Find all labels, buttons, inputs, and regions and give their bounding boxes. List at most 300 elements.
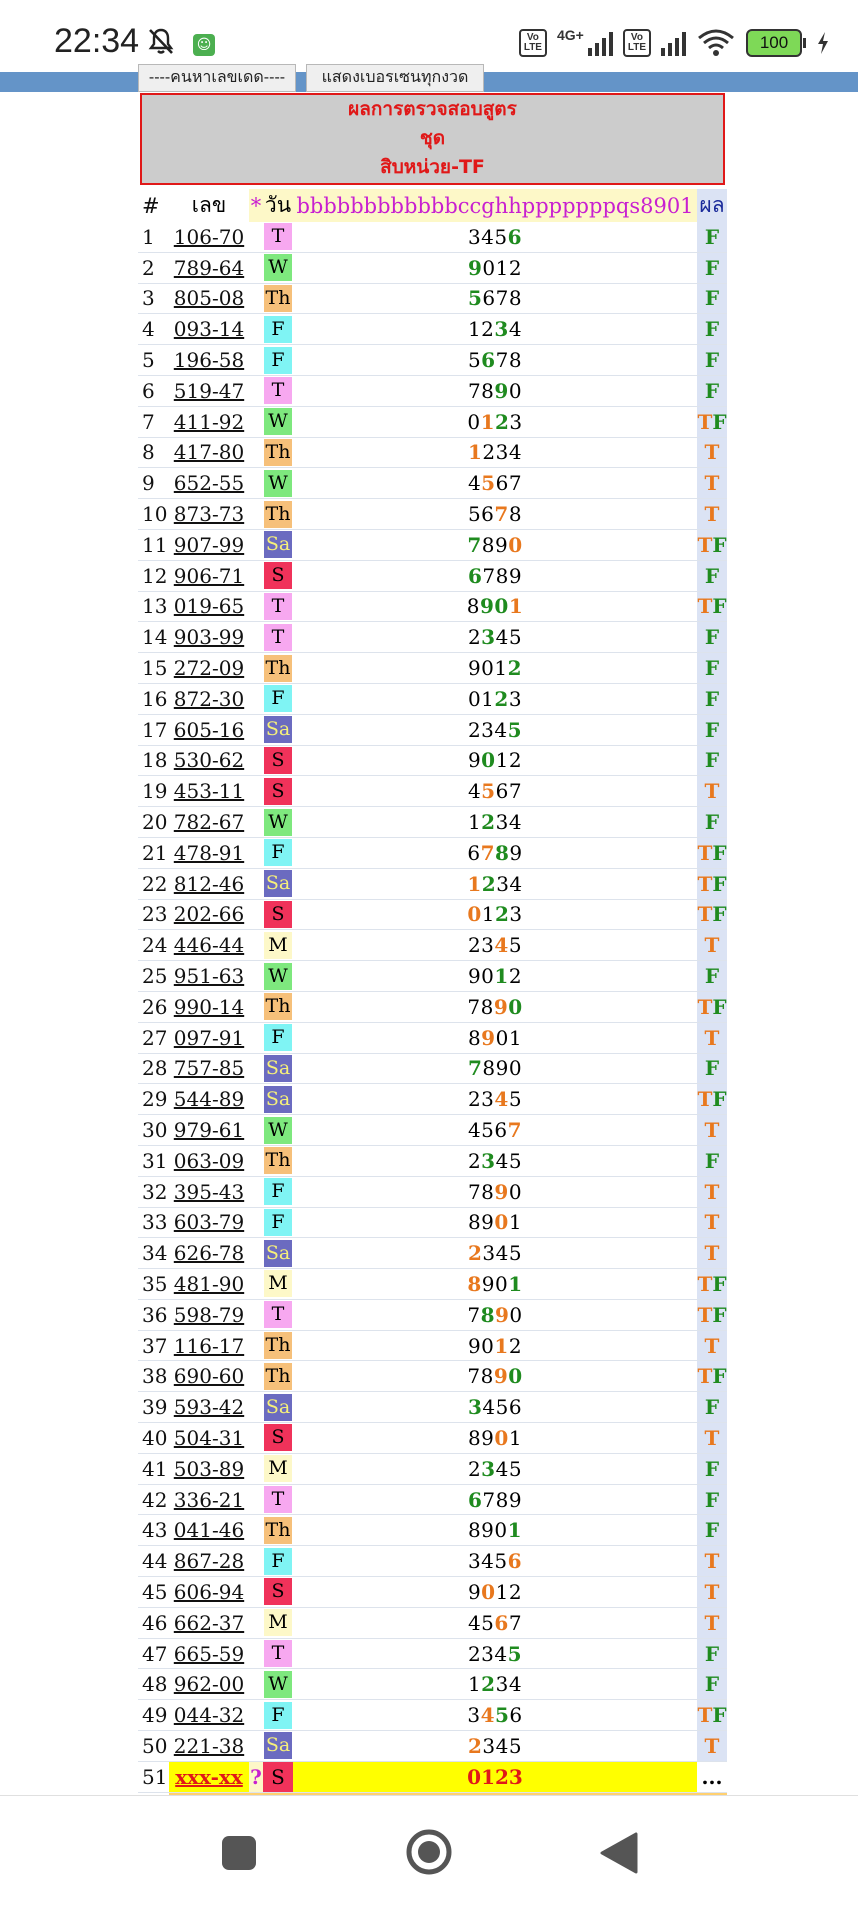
number-link[interactable]: 453-11 [173, 779, 245, 804]
row-index: 15 [138, 653, 169, 684]
number-link[interactable]: 446-44 [173, 933, 245, 958]
result-true: T [704, 1210, 720, 1235]
row-star [249, 991, 263, 1022]
pattern-digit: 7 [467, 532, 482, 557]
row-day [263, 807, 293, 838]
table-row [138, 622, 727, 653]
day-badge: Th [264, 993, 292, 1020]
pattern-digit: 8 [482, 1056, 496, 1081]
row-index: 8 [138, 437, 169, 468]
pattern-digit: 9 [467, 656, 482, 681]
row-number-cell[interactable] [169, 622, 249, 653]
row-number-cell[interactable] [169, 252, 249, 283]
row-number-cell[interactable] [169, 1607, 249, 1638]
number-link[interactable]: 044-32 [173, 1703, 245, 1728]
row-star [249, 1669, 263, 1700]
row-day [263, 1084, 293, 1115]
number-link[interactable]: 665-59 [173, 1641, 245, 1666]
row-index: 5 [138, 345, 169, 376]
number-link[interactable]: 411-92 [173, 409, 245, 434]
row-number-cell[interactable] [169, 468, 249, 499]
table-row [138, 1700, 727, 1731]
row-index: 2 [138, 252, 169, 283]
number-link[interactable]: 789-64 [173, 255, 245, 280]
number-link[interactable]: 106-70 [173, 224, 245, 249]
row-result [697, 868, 727, 899]
row-result [697, 406, 727, 437]
row-day [263, 930, 293, 961]
back-icon[interactable] [598, 1832, 638, 1874]
number-link[interactable]: 097-91 [173, 1025, 245, 1050]
pattern-digit: 2 [481, 810, 496, 835]
row-number-cell[interactable] [169, 1392, 249, 1423]
number-link[interactable]: 626-78 [173, 1241, 245, 1266]
table-row [138, 1053, 727, 1084]
pattern-digit: 5 [508, 1087, 523, 1112]
number-link[interactable]: 504-31 [173, 1425, 245, 1450]
day-badge: F [264, 1702, 292, 1729]
row-pattern [293, 1392, 697, 1423]
result-false: F [712, 902, 727, 927]
row-number-cell[interactable] [169, 930, 249, 961]
number-link[interactable]: 990-14 [173, 994, 245, 1019]
row-star [249, 1423, 263, 1454]
col-pattern-title: bbbbbbbbbbbbccghhpppppppqs8901 [293, 189, 697, 222]
table-row [138, 1423, 727, 1454]
row-result [697, 1546, 727, 1577]
table-row [138, 468, 727, 499]
row-day [263, 683, 293, 714]
row-number-cell[interactable] [169, 683, 249, 714]
number-link[interactable]: 395-43 [173, 1179, 245, 1204]
row-number-cell[interactable] [169, 1238, 249, 1269]
results-table [138, 189, 727, 1828]
row-index: 28 [138, 1053, 169, 1084]
wifi-icon [696, 28, 736, 58]
row-star [249, 406, 263, 437]
table-row [138, 560, 727, 591]
pattern-digit: 8 [467, 1025, 482, 1050]
pattern-digit: 3 [509, 409, 523, 434]
row-pattern [293, 653, 697, 684]
number-link[interactable]: 202-66 [173, 902, 245, 927]
row-star [249, 1299, 263, 1330]
pending-result: ... [697, 1761, 727, 1792]
row-number-cell[interactable] [169, 1700, 249, 1731]
row-number-cell[interactable] [169, 1022, 249, 1053]
day-badge: Th [264, 655, 292, 682]
pattern-digit: 4 [495, 1241, 509, 1266]
pattern-digit: 5 [508, 1148, 523, 1173]
pending-number[interactable]: xxx-xx [175, 1764, 243, 1789]
table-row [138, 745, 727, 776]
row-result [697, 1577, 727, 1608]
pending-row [138, 1761, 727, 1792]
row-number-cell[interactable] [169, 345, 249, 376]
pattern-digit: 6 [507, 1549, 523, 1574]
number-link[interactable]: 503-89 [173, 1456, 245, 1481]
day-badge: W [264, 1671, 292, 1698]
number-link[interactable]: 873-73 [173, 502, 245, 527]
home-icon[interactable] [405, 1828, 453, 1876]
number-link[interactable]: 757-85 [173, 1056, 245, 1081]
system-nav-bar [0, 1795, 858, 1908]
row-number-cell[interactable] [169, 406, 249, 437]
number-link[interactable]: 478-91 [173, 840, 245, 865]
pattern-digit: 8 [481, 1179, 495, 1204]
row-number-cell[interactable] [169, 1484, 249, 1515]
pattern-digit: 4 [494, 717, 508, 742]
pattern-digit: 1 [467, 440, 483, 465]
row-number-cell[interactable] [169, 745, 249, 776]
row-number-cell[interactable] [169, 1269, 249, 1300]
number-link[interactable]: 063-09 [173, 1148, 245, 1173]
day-badge: Sa [264, 1394, 292, 1421]
row-star [249, 745, 263, 776]
row-number-cell[interactable] [169, 868, 249, 899]
number-link[interactable]: 544-89 [173, 1087, 245, 1112]
pattern-digit: 3 [481, 1456, 496, 1481]
row-day [263, 868, 293, 899]
row-number-cell[interactable] [169, 437, 249, 468]
number-link[interactable]: 690-60 [173, 1364, 245, 1389]
pattern-digit: 6 [495, 779, 509, 804]
day-badge: S [264, 901, 292, 928]
number-link[interactable]: 196-58 [173, 348, 245, 373]
number-link[interactable]: 662-37 [173, 1610, 245, 1635]
row-day [263, 776, 293, 807]
pattern-digit: 4 [482, 1395, 496, 1420]
row-number-cell[interactable] [169, 1638, 249, 1669]
number-link[interactable]: 962-00 [173, 1672, 245, 1697]
row-number-cell[interactable] [169, 1577, 249, 1608]
row-index: 6 [138, 375, 169, 406]
number-link[interactable]: 593-42 [173, 1395, 245, 1420]
pattern-digit: 0 [481, 1333, 495, 1358]
row-number-cell[interactable] [169, 1330, 249, 1361]
table-row [138, 529, 727, 560]
row-star [249, 1115, 263, 1146]
pattern-digit: 4 [495, 1733, 509, 1758]
pattern-digit: 1 [467, 1672, 482, 1697]
pattern-digit: 8 [495, 1487, 509, 1512]
row-number-cell[interactable] [169, 1731, 249, 1762]
row-result [697, 1453, 727, 1484]
pending-number-link[interactable] [169, 1761, 249, 1792]
row-result [697, 560, 727, 591]
row-index: 20 [138, 807, 169, 838]
row-index: 13 [138, 591, 169, 622]
row-day [263, 1638, 293, 1669]
row-star [249, 899, 263, 930]
pattern-digit: 4 [480, 1703, 495, 1728]
row-pattern [293, 1731, 697, 1762]
pattern-digit: 0 [481, 748, 496, 773]
row-index: 19 [138, 776, 169, 807]
result-true: T [704, 1118, 720, 1142]
number-link[interactable]: 906-71 [173, 563, 245, 588]
table-row [138, 868, 727, 899]
row-day [263, 1053, 293, 1084]
table-row [138, 1299, 727, 1330]
day-badge: S [264, 1424, 292, 1451]
find-lucky-number-button[interactable]: ----คนหาเลขเดด---- [138, 64, 296, 92]
result-true: T [697, 1703, 713, 1728]
row-pattern [293, 529, 697, 560]
table-row [138, 1145, 727, 1176]
number-link[interactable]: 652-55 [173, 471, 245, 496]
pattern-digit: 5 [481, 1118, 495, 1142]
row-number-cell[interactable] [169, 1423, 249, 1454]
pattern-digit: 1 [494, 964, 509, 989]
row-number-cell[interactable] [169, 1361, 249, 1392]
row-star [249, 1638, 263, 1669]
row-result [697, 1238, 727, 1269]
row-result [697, 345, 727, 376]
pattern-digit: 3 [481, 1148, 496, 1173]
row-number-cell[interactable] [169, 1053, 249, 1084]
table-row [138, 499, 727, 530]
pattern-digit: 2 [507, 656, 523, 681]
row-number-cell[interactable] [169, 314, 249, 345]
row-day [263, 961, 293, 992]
day-badge: Th [264, 1147, 292, 1174]
row-number-cell[interactable] [169, 837, 249, 868]
row-number-cell[interactable] [169, 1546, 249, 1577]
pattern-digit: 4 [495, 625, 509, 650]
pattern-digit: 1 [467, 871, 482, 896]
row-result [697, 1392, 727, 1423]
row-number-cell[interactable] [169, 1669, 249, 1700]
number-link[interactable]: 221-38 [173, 1733, 245, 1758]
pattern-digit: 4 [467, 471, 482, 496]
pattern-digit: 9 [493, 1364, 509, 1389]
row-pattern [293, 1484, 697, 1515]
row-index: 32 [138, 1176, 169, 1207]
pattern-digit: 6 [467, 563, 483, 588]
row-number-cell[interactable] [169, 1176, 249, 1207]
row-number-cell[interactable] [169, 1299, 249, 1330]
row-number-cell[interactable] [169, 991, 249, 1022]
row-result [697, 1731, 727, 1762]
row-day [263, 222, 293, 252]
number-link[interactable]: 603-79 [173, 1210, 245, 1235]
row-star [249, 1207, 263, 1238]
row-number-cell[interactable] [169, 1084, 249, 1115]
row-number-cell[interactable] [169, 1145, 249, 1176]
row-index: 14 [138, 622, 169, 653]
show-percent-button[interactable]: แสดงเบอรเซนทุกงวด [306, 64, 484, 92]
row-number-cell[interactable] [169, 222, 249, 252]
pattern-digit: 2 [508, 964, 523, 989]
row-result [697, 437, 727, 468]
number-link[interactable]: 812-46 [173, 871, 245, 896]
pattern-digit: 3 [482, 1241, 496, 1266]
number-link[interactable]: 867-28 [173, 1549, 245, 1574]
row-result [697, 1330, 727, 1361]
row-star [249, 499, 263, 530]
number-link[interactable]: 093-14 [173, 317, 245, 342]
table-row [138, 1330, 727, 1361]
number-link[interactable]: 519-47 [173, 378, 245, 403]
pattern-digit: 2 [467, 1148, 482, 1173]
row-pattern [293, 899, 697, 930]
pattern-digit: 9 [508, 563, 523, 588]
number-link[interactable]: 979-61 [173, 1118, 245, 1142]
result-true: T [704, 779, 720, 804]
row-result [697, 1669, 727, 1700]
pattern-digit: 1 [508, 1271, 523, 1296]
number-link[interactable]: 336-21 [173, 1487, 245, 1512]
row-number-cell[interactable] [169, 714, 249, 745]
number-link[interactable]: 481-90 [173, 1271, 245, 1296]
row-day [263, 714, 293, 745]
volte-icon: Vo LTE [623, 29, 651, 57]
pattern-digit: 8 [467, 1210, 482, 1235]
pattern-digit: 8 [508, 502, 523, 527]
row-index: 10 [138, 499, 169, 530]
row-number-cell[interactable] [169, 499, 249, 530]
table-body [138, 222, 727, 1761]
result-false: F [712, 532, 727, 557]
number-link[interactable]: 530-62 [173, 748, 245, 773]
pattern-digit: 5 [481, 1610, 495, 1635]
row-day [263, 314, 293, 345]
row-result [697, 1176, 727, 1207]
pattern-digit: 6 [482, 286, 496, 311]
row-pattern [293, 314, 697, 345]
row-index: 42 [138, 1484, 169, 1515]
row-pattern [293, 1700, 697, 1731]
row-index: 40 [138, 1423, 169, 1454]
pattern-digit: 3 [467, 1549, 482, 1574]
pattern-digit: 2 [467, 933, 482, 958]
pattern-digit: 7 [494, 502, 509, 527]
result-true: T [704, 471, 720, 496]
row-number-cell[interactable] [169, 961, 249, 992]
pattern-digit: 0 [508, 378, 523, 403]
pattern-digit: 9 [479, 594, 495, 619]
result-true: T [697, 994, 713, 1019]
row-number-cell[interactable] [169, 1453, 249, 1484]
row-result [697, 1484, 727, 1515]
recents-icon[interactable] [222, 1836, 256, 1870]
result-false: F [712, 1703, 727, 1728]
pattern-digit: 0 [481, 1579, 496, 1604]
day-badge: F [264, 347, 292, 374]
row-number-cell[interactable] [169, 653, 249, 684]
number-link[interactable]: 041-46 [173, 1518, 245, 1543]
row-pattern [293, 345, 697, 376]
result-true: T [697, 409, 713, 434]
row-result [697, 1053, 727, 1084]
number-link[interactable]: 903-99 [173, 625, 245, 650]
number-link[interactable]: 782-67 [173, 810, 245, 835]
result-false: F [712, 1364, 727, 1389]
result-true: T [704, 440, 720, 465]
row-day [263, 1022, 293, 1053]
day-badge: M [264, 1609, 292, 1636]
row-star [249, 345, 263, 376]
number-link[interactable]: 417-80 [173, 440, 245, 465]
result-true: T [704, 1579, 720, 1604]
number-link[interactable]: 272-09 [173, 656, 245, 681]
row-result [697, 622, 727, 653]
row-pattern [293, 837, 697, 868]
table-row [138, 406, 727, 437]
row-number-cell[interactable] [169, 375, 249, 406]
result-false: F [704, 625, 720, 650]
row-number-cell[interactable] [169, 1515, 249, 1546]
row-pattern [293, 1577, 697, 1608]
pattern-digit: 4 [481, 224, 495, 249]
number-link[interactable]: 872-30 [173, 686, 245, 711]
pending-pattern: 0123 [293, 1761, 697, 1792]
row-number-cell[interactable] [169, 591, 249, 622]
number-link[interactable]: 951-63 [173, 964, 245, 989]
table-row [138, 222, 727, 252]
row-result [697, 1638, 727, 1669]
pattern-digit: 2 [481, 1672, 496, 1697]
pattern-digit: 7 [482, 1487, 496, 1512]
row-number-cell[interactable] [169, 283, 249, 314]
number-link[interactable]: 116-17 [173, 1333, 245, 1358]
col-star: * [249, 189, 263, 222]
row-pattern [293, 222, 697, 252]
number-link[interactable]: 606-94 [173, 1579, 245, 1604]
day-badge: F [264, 685, 292, 712]
row-number-cell[interactable] [169, 529, 249, 560]
number-link[interactable]: 019-65 [173, 594, 245, 619]
day-badge: Th [264, 1363, 292, 1390]
pattern-digit: 7 [467, 378, 482, 403]
table-row [138, 1484, 727, 1515]
pattern-digit: 9 [509, 840, 523, 865]
pattern-digit: 4 [509, 871, 523, 896]
row-pattern [293, 776, 697, 807]
pattern-digit: 8 [467, 1271, 482, 1296]
row-star [249, 807, 263, 838]
pattern-digit: 6 [495, 471, 509, 496]
number-link[interactable]: 805-08 [173, 286, 245, 311]
pattern-digit: 2 [467, 717, 482, 742]
day-badge: Sa [264, 1240, 292, 1267]
pattern-digit: 3 [481, 1641, 495, 1666]
pattern-digit: 4 [508, 1672, 523, 1697]
row-number-cell[interactable] [169, 807, 249, 838]
row-index: 44 [138, 1546, 169, 1577]
pattern-digit: 7 [495, 286, 509, 311]
row-index: 24 [138, 930, 169, 961]
table-row [138, 930, 727, 961]
row-number-cell[interactable] [169, 1115, 249, 1146]
number-link[interactable]: 598-79 [173, 1302, 245, 1327]
row-number-cell[interactable] [169, 776, 249, 807]
row-result [697, 653, 727, 684]
row-day [263, 499, 293, 530]
row-number-cell[interactable] [169, 560, 249, 591]
row-number-cell[interactable] [169, 1207, 249, 1238]
row-day [263, 622, 293, 653]
number-link[interactable]: 907-99 [173, 532, 245, 557]
number-link[interactable]: 605-16 [173, 717, 245, 742]
col-result: ผล [697, 189, 727, 222]
row-day [263, 1669, 293, 1700]
row-number-cell[interactable] [169, 899, 249, 930]
result-false: F [704, 717, 720, 742]
row-star [249, 1700, 263, 1731]
row-day [263, 345, 293, 376]
